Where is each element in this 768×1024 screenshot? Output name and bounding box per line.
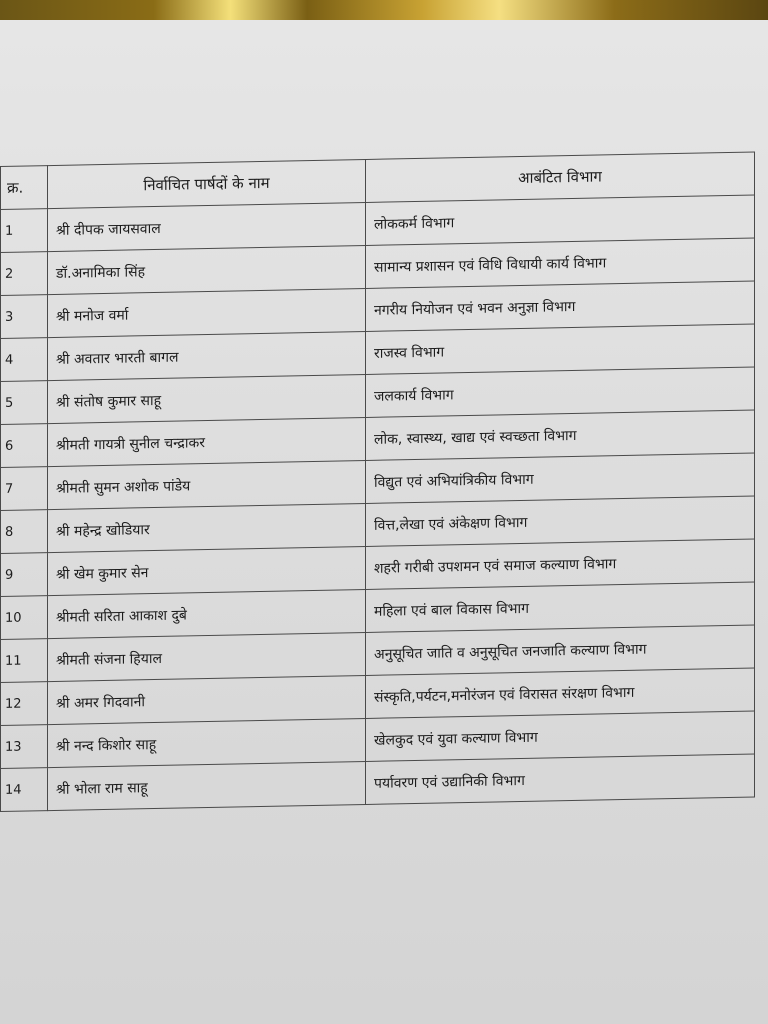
cell-serial-number: 9 [1, 553, 48, 597]
cell-department: महिला एवं बाल विकास विभाग [366, 582, 755, 632]
header-serial-number: क्र. [1, 166, 48, 210]
cell-councillor-name: श्री खेम कुमार सेन [48, 546, 366, 595]
cell-serial-number: 5 [1, 381, 48, 425]
cell-councillor-name: श्री अमर गिदवानी [48, 675, 366, 724]
cell-councillor-name: श्रीमती संजना हियाल [48, 632, 366, 681]
cell-councillor-name: श्री भोला राम साहू [48, 761, 366, 810]
cell-serial-number: 4 [1, 338, 48, 382]
cell-councillor-name: श्री नन्द किशोर साहू [48, 718, 366, 767]
table-container [0, 151, 768, 826]
cell-department: राजस्व विभाग [366, 324, 755, 374]
cell-councillor-name: श्रीमती सरिता आकाश दुबे [48, 589, 366, 638]
header-councillor-name: निर्वाचित पार्षदों के नाम [48, 159, 366, 208]
header-allotted-department: आबंटित विभाग [366, 152, 755, 202]
cell-serial-number: 6 [1, 424, 48, 468]
cell-councillor-name: श्रीमती सुमन अशोक पांडेय [48, 460, 366, 509]
cell-councillor-name: श्री संतोष कुमार साहू [48, 374, 366, 423]
cell-department: विद्युत एवं अभियांत्रिकीय विभाग [366, 453, 755, 503]
cell-councillor-name: डॉ.अनामिका सिंह [48, 245, 366, 294]
cell-serial-number: 1 [1, 209, 48, 253]
cell-serial-number: 10 [1, 596, 48, 640]
cell-department: शहरी गरीबी उपशमन एवं समाज कल्याण विभाग [366, 539, 755, 589]
cell-department: लोककर्म विभाग [366, 195, 755, 245]
cell-councillor-name: श्री मनोज वर्मा [48, 288, 366, 337]
cell-department: सामान्य प्रशासन एवं विधि विधायी कार्य विभाग [366, 238, 755, 288]
cell-department: लोक, स्वास्थ्य, खाद्य एवं स्वच्छता विभाग [366, 410, 755, 460]
cell-serial-number: 3 [1, 295, 48, 339]
cell-councillor-name: श्री महेन्द्र खोडियार [48, 503, 366, 552]
cell-serial-number: 13 [1, 725, 48, 769]
department-allocation-table [0, 152, 755, 812]
cell-department: खेलकुद एवं युवा कल्याण विभाग [366, 711, 755, 761]
cell-department: पर्यावरण एवं उद्यानिकी विभाग [366, 754, 755, 804]
cell-department: अनुसूचित जाति व अनुसूचित जनजाति कल्याण विभाग [366, 625, 755, 675]
cell-councillor-name: श्री दीपक जायसवाल [48, 202, 366, 251]
cell-department: नगरीय नियोजन एवं भवन अनुज्ञा विभाग [366, 281, 755, 331]
cell-serial-number: 7 [1, 467, 48, 511]
cell-councillor-name: श्रीमती गायत्री सुनील चन्द्राकर [48, 417, 366, 466]
cell-councillor-name: श्री अवतार भारती बागल [48, 331, 366, 380]
cell-serial-number: 14 [1, 768, 48, 812]
cell-serial-number: 11 [1, 639, 48, 683]
cell-serial-number: 8 [1, 510, 48, 554]
cell-serial-number: 12 [1, 682, 48, 726]
cell-department: जलकार्य विभाग [366, 367, 755, 417]
cell-department: वित्त,लेखा एवं अंकेक्षण विभाग [366, 496, 755, 546]
table-body [1, 195, 755, 811]
cell-serial-number: 2 [1, 252, 48, 296]
cell-department: संस्कृति,पर्यटन,मनोरंजन एवं विरासत संरक्षण विभाग [366, 668, 755, 718]
